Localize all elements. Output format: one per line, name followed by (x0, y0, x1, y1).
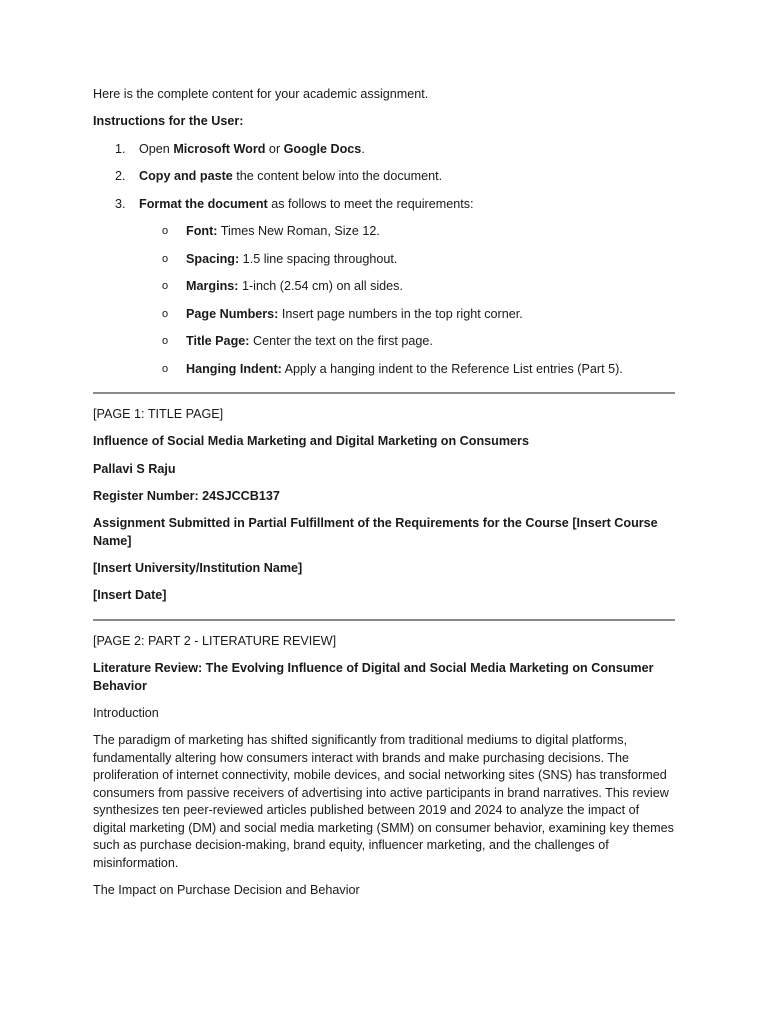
format-label: Margins: (186, 279, 239, 294)
instruction-steps (93, 141, 675, 379)
step-item (93, 141, 675, 159)
step-number: 3. (115, 196, 126, 211)
format-label: Font: (186, 224, 218, 239)
format-item (139, 333, 675, 351)
step-item (93, 196, 675, 379)
section-heading: The Impact on Purchase Decision and Behavior (93, 883, 360, 898)
circle-bullet-icon: o (162, 280, 169, 293)
format-text: 1.5 line spacing throughout. (239, 251, 398, 266)
step-number: 2. (115, 169, 126, 184)
format-text: Apply a hanging indent to the Reference List entries (Part 5). (281, 361, 623, 376)
format-label: Title Page: (186, 334, 250, 349)
submission-date: [Insert Date] (93, 588, 167, 603)
step-text: Open (139, 141, 174, 156)
page-marker: [PAGE 1: TITLE PAGE] (93, 407, 224, 422)
instructions-heading: Instructions for the User: (93, 114, 244, 129)
format-text: 1-inch (2.54 cm) on all sides. (238, 279, 403, 294)
step-bold-text: Copy and paste (139, 169, 233, 184)
format-list (139, 223, 675, 378)
format-text: Center the text on the first page. (249, 334, 433, 349)
page-marker: [PAGE 2: PART 2 - LITERATURE REVIEW] (93, 633, 337, 648)
step-text: or (265, 141, 284, 156)
format-item (139, 361, 675, 379)
step-text: the content below into the document. (232, 169, 443, 184)
format-label: Page Numbers: (186, 306, 279, 321)
step-item (93, 168, 675, 186)
format-item (139, 251, 675, 269)
register-number: Register Number: 24SJCCB137 (93, 488, 280, 503)
section-divider (93, 619, 675, 621)
submission-statement: Assignment Submitted in Partial Fulfillment of the Requirements for the Course [Insert Course Name] (93, 516, 658, 548)
intro-text: Here is the complete content for your academic assignment. (93, 87, 429, 101)
section-heading: Introduction (93, 705, 159, 720)
circle-bullet-icon: o (162, 335, 169, 348)
document-title: Influence of Social Media Marketing and Digital Marketing on Consumers (93, 434, 529, 449)
circle-bullet-icon: o (162, 225, 169, 238)
author-name: Pallavi S Raju (93, 461, 176, 476)
step-text: . (361, 141, 365, 156)
format-text: Times New Roman, Size 12. (217, 224, 380, 239)
step-number: 1. (115, 141, 126, 156)
format-label: Hanging Indent: (186, 361, 282, 376)
step-bold-text: Google Docs (283, 141, 362, 156)
step-text: as follows to meet the requirements: (267, 196, 474, 211)
circle-bullet-icon: o (162, 252, 169, 265)
step-bold-text: Format the document (139, 196, 268, 211)
document-page (93, 86, 675, 909)
format-item (139, 306, 675, 324)
format-item (139, 223, 675, 241)
circle-bullet-icon: o (162, 307, 169, 320)
section-title: Literature Review: The Evolving Influence of Digital and Social Media Marketing on Consumer Behavior (93, 661, 654, 693)
step-bold-text: Microsoft Word (173, 141, 266, 156)
body-paragraph: The paradigm of marketing has shifted significantly from traditional mediums to digital platforms, fundamentally altering how consumers interact with brands and make purchasing decisions. The proliferation of internet connectivity, mobile devices, and social networking sites (SNS) has transformed consumers from passive receivers of advertising into active participants in brand narratives. This review synthesizes ten peer-reviewed articles published between 2019 and 2024 to analyze the impact of digital marketing (DM) and social media marketing (SMM) on consumer behavior, examining key themes such as purchase decision-making, brand equity, influencer marketing, and the challenges of misinformation. (93, 733, 674, 870)
format-item (139, 278, 675, 296)
section-divider (93, 392, 675, 394)
format-label: Spacing: (186, 251, 240, 266)
institution-name: [Insert University/Institution Name] (93, 561, 303, 576)
format-text: Insert page numbers in the top right corner. (278, 306, 523, 321)
circle-bullet-icon: o (162, 362, 169, 375)
